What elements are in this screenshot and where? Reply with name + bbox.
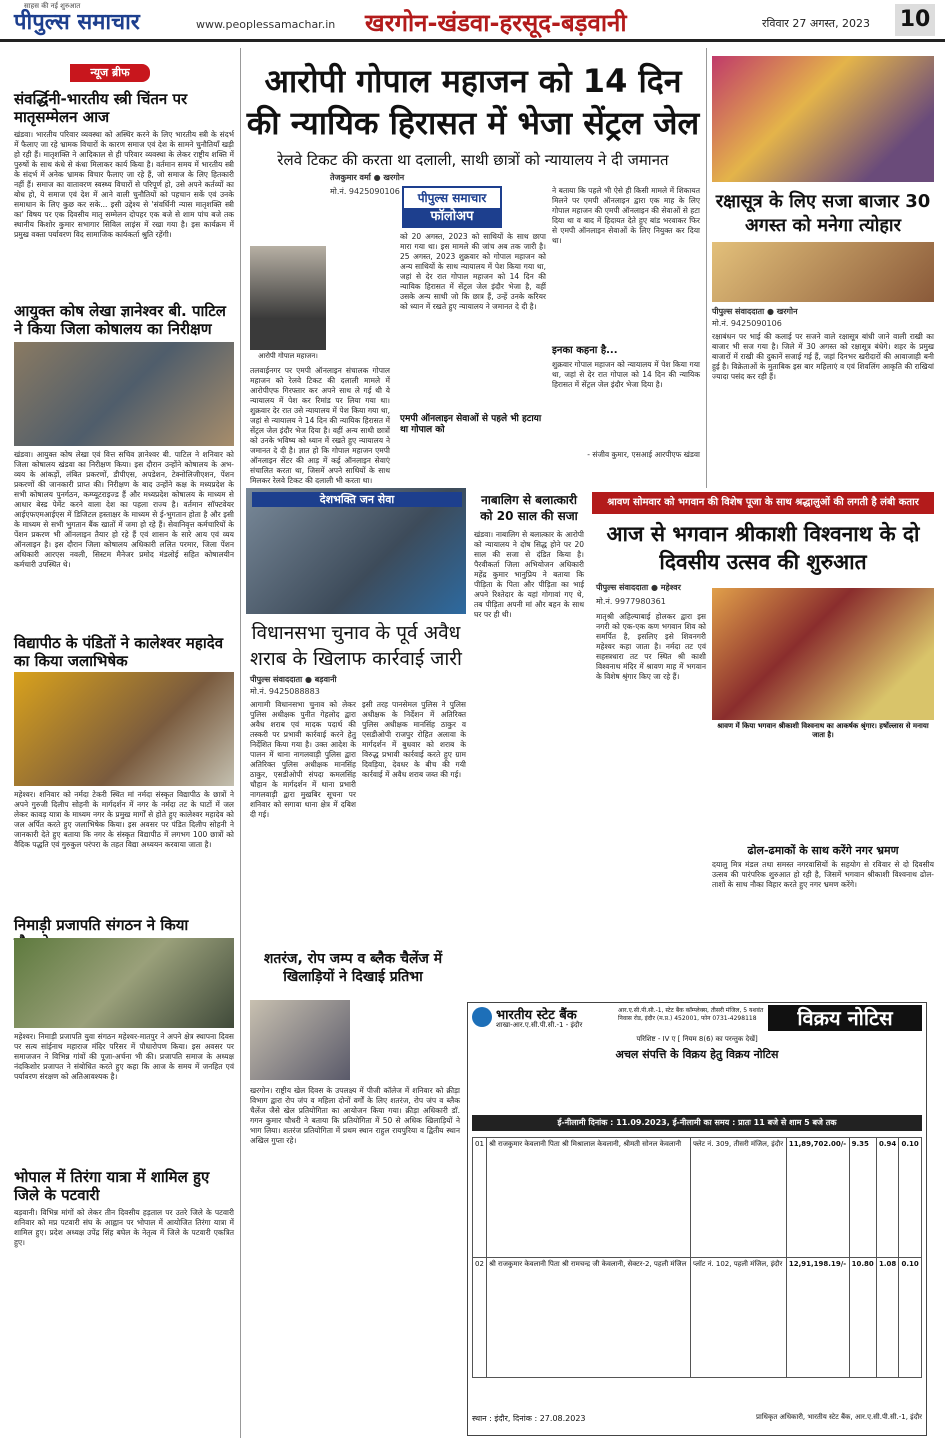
lead-col1-upper <box>336 232 392 362</box>
lead-headline[interactable]: आरोपी गोपाल महाजन को 14 दिन की न्यायिक हिरासत में भेजा सेंट्रल जेल <box>246 62 700 142</box>
auction-table <box>472 1137 922 1378</box>
liquor-byline: पीपुल्स संवाददाता ● बड़वानी <box>250 675 337 684</box>
emd-amount: 0.94 <box>877 1138 899 1258</box>
reserve-price: 9.35 <box>849 1138 876 1258</box>
temple-kicker: श्रावण सोमवार को भगवान की विशेष पूजा के साथ श्रद्धालुओं की लगती है लंबी कतार <box>592 492 934 514</box>
newspaper-logo[interactable]: पीपुल्स समाचार <box>14 9 140 35</box>
lead-col1-text: तलवाईनगर पर एमपी ऑनलाइन संचालक गोपाल महाजन को रेलवे टिकट की दलाली मामले में आरोपीएफ गिरफ्तार कर अपने साथ ले गई थी ये न्यायालय में पेश कर रिमांड पर लिया गया था। शुक्रवार देर रात उसे न्यायालय में पेश किया गया था, जहां से न्यायालय ने 14 दिन की न्यायिक हिरासत में सेंट्रल जेल इंदौर भेज दिया है। वहीं अन्य साथी छात्रों को उनके भविष्य को ध्यान में रखते हुए न्यायालय ने जमानत दे दी है। ज्ञात हो कि गोपाल महाजन एमपी ऑनलाइन सेंटर की आड़ में कई ऑनलाइन सेवाएं संचालित करता था, जिसमें अपने साथियों के साथ मिलकर रेलवे टिकट की दलाली भी करता था। <box>250 366 390 485</box>
row-number: 01 <box>473 1138 487 1258</box>
bank-notice-title: अचल संपत्ति के विक्रय हेतु विक्रय नोटिस <box>615 1048 779 1061</box>
brief-body-5: बड़वानी। विभिन्न मांगों को लेकर तीन दिवसीय हड़ताल पर उतरे जिले के पटवारी शनिवार को मप्र पटवारी संघ के आह्वान पर भोपाल में आयोजित तिरंगा यात्रा में शामिल हुए। प्रदेश अध्यक्ष उपेंद्र सिंह बघेल के नेतृत्व में जिले के पटवारी एकत्रित हुए। <box>14 1208 234 1247</box>
lead-col3: ने बताया कि पहले भी ऐसे ही किसी मामले में शिकायत मिलने पर एमपी ऑनलाइन द्वारा एक माह के लिए गोपाल महाजन की एमपी ऑनलाइन की सेवाओं से हटा दिया था व बाद में हिदायत देते हुए बांड भरवाकर फिर से एमपी ऑनलाइन सेवाओं के लिए नियुक्त कर दिया था। <box>552 186 700 245</box>
bid-increment: 0.10 <box>899 1258 922 1378</box>
temple-mobile: मो.नं. 9977980361 <box>596 597 666 606</box>
brief-body-3: महेश्वर। शनिवार को नर्मदा टेकरी स्थित मां नर्मदा संस्कृत विद्यापीठ के छात्रों ने अपने गुरुजी दिलीप सोहनी के मार्गदर्शन में नगर के नर्मदा तट के घाटों में जल लेकर कावड़ यात्रा के माध्यम नगर के प्रमुख मार्गों से होते हुए कालेश्वर महादेव को जल अर्पित करते हुए जलाभिषेक किया। इस अवसर पर पंडित दिलीप सोहनी ने जानकारी देते हुए बताया कि नगर के संस्कृत विद्यापीठ में लगभग 100 छात्रों को वैदिक पद्धति एवं गुरुकुल परंपरा के तहत विद्या अध्ययन करवाया जाता है। <box>14 790 234 849</box>
brief-headline-2[interactable]: आयुक्त कोष लेखा ज्ञानेश्वर बी. पाटिल ने किया जिला कोषालय का निरीक्षण <box>14 302 226 338</box>
sports-body: खरगोन। राष्ट्रीय खेल दिवस के उपलक्ष्य में पीजी कॉलेज में शनिवार को क्रीड़ा विभाग द्वारा रोप जंप व महिला दोनों वर्गों के लिए शतरंज, रोप जंप व ब्लैक चैलेंज जैसे खेल प्रतियोगिता का आयोजन किया गया। क्रीड़ा अधिकारी डॉ. गगन कुमार चौधरी ने बताया कि प्रतियोगिता में 50 से अधिक खिलाड़ियों ने भाग लिया। शतरंज प्रतियोगिता में प्रथम स्थान राहुल रायपुरिया व द्वितीय स्थान अखिल गुप्ता रहे। <box>250 1086 460 1145</box>
rakhi-market-photo <box>712 56 934 182</box>
brief-body-1: खंडवा। भारतीय परिवार व्यवस्था को अस्थिर करने के लिए भारतीय स्त्री के संदर्भ में फैलाए जा रहे भ्रामक विचारों के कारण समाज एवं देश के सामने चुनौतियाँ खड़ी हो रही हैं। मातृशक्ति ने आदिकाल से ही परिवार व्यवस्था के लेकर राष्ट्रीय शक्ति में पुरुषों के साथ कंधे से कंधा मिलाकर कार्य किया है। वर्तमान समय में भारतीय स्त्री के संदर्भ में अनेक भ्रामक विचार फैलाए जा रहे हैं, जो समाज के लिए हितकारी नहीं हैं। समाज का वातावरण स्वस्थ्य विचारों से परिपूर्ण हो, उसे अपने कर्तव्यों का बोध हो, ये समाज एवं देश में आने वाली चुनौतियों को पहचान सकें एवं उनके समाधान के लिए कुछ कर सके... इसी उद्देश्य से 'संवर्धिनी न्यास मातृशक्ति स्त्री का' विषय पर एक दिवसीय मातृ सम्मेलन दोपहर एक बजे से शाम पांच बजे तक स्थानीय किशोर कुमार सभागार सिविल लाइंस में रखा गया है। इस कार्यक्रम में प्रमुख वक्ता पर्यावरण विद सामाजिक कार्यकर्ता श्रुति रहेंगी। <box>14 130 234 239</box>
bank-appendix: परिशिष्ट - IV ए [ नियम 8(6) का परन्तुक देखें] <box>636 1035 758 1043</box>
rakhi-headline[interactable]: रक्षासूत्र के लिए सजा बाजार 30 अगस्त को मनेगा त्योहार <box>715 191 931 236</box>
brief-body-4: महेश्वर। निमाड़ी प्रजापति युवा संगठन महेश्वर-मातपुर ने अपने क्षेत्र स्थापना दिवस पर सत्य सांईनाथ महाराज मंदिर परिसर में पौधारोपण किया। इस अवसर पर समाजजन ने विभिन्न गांवों की पूजा-अर्चना भी की। प्रजापति समाज के अध्यक्ष नंदकिशोर प्रजापत ने संबोधित करते हुए कहा कि आज के समय में जनहित एवं पर्यावरण संरक्षण को अतिआवश्यक है। <box>14 1032 234 1081</box>
temple-subhead: ढोल-ढमाकों के साथ करेंगे नगर भ्रमण <box>747 844 899 857</box>
sale-notice-title: विक्रय नोटिस <box>768 1005 922 1031</box>
issue-date: रविवार 27 अगस्त, 2023 <box>762 17 871 30</box>
edition-title: खरगोन-खंडवा-हरसूद-बड़वानी <box>365 9 627 37</box>
bank-place-date: स्थान : इंदौर, दिनांक : 27.08.2023 <box>472 1414 586 1423</box>
auction-row <box>473 1138 922 1258</box>
lead-subhead-1: एमपी ऑनलाइन सेवाओं से पहले भी हटाया था गोपाल को <box>400 414 542 435</box>
rakhi-byline: पीपुल्स संवाददाता ● खरगोन <box>712 307 798 316</box>
bank-logo-icon <box>472 1007 492 1027</box>
lead-col2: को 20 अगस्त, 2023 को साथियों के साथ छापा मारा गया था। इस मामले की जांच अब तक जारी है। 25 अगस्त, 2023 शुक्रवार को गोपाल महाजन को अन्य साथियों के साथ न्यायालय में पेश किया गया था, जहां से देर रात गोपाल महाजन को 14 दिन की न्यायिक हिरासत में सेंट्रल जेल इंदौर भेजा है, वहीं उसके अन्य साथी जो कि छात्र हैं, उन्हें उनके करियर को ध्यान में रखते हुए न्यायालय ने जमानत दे दी है। <box>400 232 546 311</box>
plantation-photo <box>14 938 234 1028</box>
bank-name: भारतीय स्टेट बैंक <box>496 1008 577 1023</box>
bank-sale-notice <box>467 1002 927 1436</box>
auction-row <box>473 1258 922 1378</box>
accused-photo-caption: आरोपी गोपाल महाजन। <box>258 352 318 360</box>
temple-headline[interactable]: आज से भगवान श्रीकाशी विश्वनाथ के दो दिवसीय उत्सव की शुरुआत <box>606 522 920 574</box>
site-url[interactable]: www.peoplessamachar.in <box>196 18 336 31</box>
property-details: फ्लेट नं. 309, तीसरी मंजिल, इंदौर <box>690 1138 786 1258</box>
brief-headline-5[interactable]: भोपाल में तिरंगा यात्रा में शामिल हुए जिले के पटवारी <box>14 1168 210 1204</box>
bank-branch: शाखा-आर.ए.सी.पी.सी.-1 - इंदौर <box>496 1021 583 1029</box>
shivling-photo <box>712 588 934 720</box>
rakhi-mobile: मो.नं. 9425090106 <box>712 319 782 328</box>
news-brief-label: न्यूज ब्रीफ <box>70 64 150 82</box>
chess-photo <box>250 1000 350 1080</box>
temple-byline: पीपुल्स संवाददाता ● महेश्वर <box>596 583 681 592</box>
lead-quote-attribution: - संजीव कुमार, एसआई आरपीएफ खंडवा <box>587 450 700 459</box>
treasury-inspection-photo <box>14 342 234 446</box>
brief-headline-3[interactable]: विद्यापीठ के पंडितों ने कालेश्वर महादेव का किया जलाभिषेक <box>14 634 224 670</box>
borrower-name: श्री राजकुमार केवलानी पिता श्री मिश्रालाल केवलानी, श्रीमती सोनल केवलानी <box>487 1138 691 1258</box>
emd-amount: 1.08 <box>877 1258 899 1378</box>
minor-body: खंडवा। नाबालिग से बलात्कार के आरोपी को न्यायालय ने दोष सिद्ध होने पर 20 साल की सजा से दंडित किया है। पैरवीकर्ता जिला अभियोजन अधिकारी महेंद्र कुमार भानुप्रिय ने बताया कि पीड़िता के पिता और पीड़िता का भाई अपने रिश्तेदार के यहां गोगावां गए थे, तब पीड़िता अपनी मां और बहन के साथ घर पर ही थी। <box>474 530 584 619</box>
liquor-headline[interactable]: विधानसभा चुनाव के पूर्व अवैध शराब के खिलाफ कार्रवाई जारी <box>250 622 462 670</box>
followup-brand: पीपुल्स समाचार <box>404 188 500 208</box>
shivling-caption: श्रावण में किया भगवान श्रीकाशी विश्वनाथ का आकर्षक श्रृंगार। हर्षोल्लास से मनाया जाता है। <box>717 722 929 739</box>
sports-headline[interactable]: शतरंज, रोप जम्प व ब्लैक चैलेंज में खिलाड़ियों ने दिखाई प्रतिभा <box>263 951 443 985</box>
column-rule <box>706 48 707 488</box>
liquor-mobile: मो.नं. 9425088883 <box>250 687 320 696</box>
temple-body: मातृश्री अहिल्याबाई होलकर द्वारा इस नगरी को एक-एक कण भगवान शिव को समर्पित है, इसलिए इसे शिवनगरी महेश्वर कहा जाता है। नर्मदा तट एवं सहस्त्रधारा तट पर स्थित श्री काशी विश्वनाथ मंदिर में श्रावण माह में भगवान के विशेष श्रृंगार किए जा रहे हैं। <box>596 612 706 681</box>
bid-increment: 0.10 <box>899 1138 922 1258</box>
rakhi-body: रक्षाबंधन पर भाई की कलाई पर सजने वाले रक्षासूत्र बांधी जाने वाली राखी का बाजार भी सज गया है। जिले में 30 अगस्त को रक्षासूत्र बंधेगे। शहर के प्रमुख बाजारों में राखी की दुकानें सजाई गई हैं, जहां दिनभर खरीदारों की आवाजाही बनी हुई है। विक्रेताओं के मुताबिक इस बार महिलाएं व एवं शिवलिंग आकृति की राखियां ज्यादा पसंद कर रही हैं। <box>712 332 934 381</box>
lead-byline: तेजकुमार वर्मा ● खरगोन <box>330 173 405 182</box>
followup-badge <box>402 186 502 228</box>
rakhi-stall-photo <box>712 242 934 302</box>
row-number: 02 <box>473 1258 487 1378</box>
property-details: प्लॉट नं. 102, पहली मंजिल, इंदौर <box>690 1258 786 1378</box>
lead-quote: शुक्रवार गोपाल महाजन को न्यायालय में पेश किया गया था, जहां से देर रात गोपाल को 14 दिन की न्यायिक हिरासत में सेंट्रल जेल इंदौर भेजा दिया है। <box>552 360 700 389</box>
auction-date-bar: ई-नीलामी दिनांक : 11.09.2023, ई-नीलामी का समय : प्रातः 11 बजे से शाम 5 बजे तक <box>472 1115 922 1131</box>
outstanding-amount: 12,91,198.19/- <box>786 1258 849 1378</box>
lead-mobile: मो.नं. 9425090106 <box>330 187 400 196</box>
brief-headline-1[interactable]: संवर्द्धिनी-भारतीय स्त्री चिंतन पर मातृसम्मेलन आज <box>14 90 188 126</box>
followup-label: फॉलोअप <box>404 208 500 226</box>
bank-signatory: प्राधिकृत अधिकारी, भारतीय स्टेट बैंक, आर.ए.सी.पी.सी.-1, इंदौर <box>756 1413 922 1421</box>
brief-body-2: खंडवा। आयुक्त कोष लेखा एवं वित्त सचिव ज्ञानेश्वर बी. पाटिल ने शनिवार को जिला कोषालय खंडवा का निरीक्षण किया। इस दौरान उन्होंने कोषालय के अभ-व्यय के आंकड़ों, लंबित प्रकरणों, डीपीएस, अपडेशन, टेक्नोलिजीएशन, पेंशन प्रकरणों की जानकारी प्राप्त की। निरीक्षण के बाद उन्होंने कक्ष के मध्यप्रदेश के सभी कोषालय पुनर्गठन, कम्प्यूटराइज्ड हैं और मध्यप्रदेश कोषालय के माध्यम से आधार बेस्ड पेमेंट करने वाला देश का पहला राज्य है। वर्तमान सॉफ्टवेयर आईएफएमआईएस में डिजिटल हस्ताक्षर के माध्यम से ई-भुगतान होता है और इसी के माध्यम से सभी भुगतान बैंक खातों में जमा हो रहे हैं। सेवानिवृत्त कर्मचारियों के पेंशन प्रकरण भी ऑनलाइन तैयार हो रहे हैं एवं शासन के सारे आय एवं व्यय ऑनलाइन है। इस दौरान जिला कोषालय अधिकारी ललित परमार, जिला पेंशन अधिकारी आरएस नवली, सिस्टम मैनेजर प्रमोद मंडलोई सहित कोषालयीन कर्मचारी उपस्थित थे। <box>14 450 234 569</box>
borrower-name: श्री राजकुमार केवलानी पिता श्री रामचन्द्र जी केवलानी, सेक्टर-2, पहली मंजिल <box>487 1258 691 1378</box>
brief-headline-4[interactable]: निमाड़ी प्रजापति संगठन ने किया <box>14 916 189 934</box>
lead-subheadline: रेलवे टिकट की करता था दलाली, साथी छात्रों को न्यायालय ने दी जमानत <box>277 151 669 169</box>
minor-headline[interactable]: नाबालिग से बलात्कारी को 20 साल की सजा <box>480 493 578 523</box>
masthead <box>0 0 945 42</box>
jalabhishek-photo <box>14 672 234 786</box>
page-number: 10 <box>895 4 935 36</box>
bank-address: आर.ए.सी.पी.सी.-1, स्टेट बैंक कॉम्प्लेक्स, तीसरी मंजिल, 5 यशवंत निवास रोड, इंदौर (म.प्र.) 452001, फोन 0731-4298118 <box>618 1007 764 1022</box>
temple-body-2: दयालु मित्र मंडल तथा समस्त नगरवासियों के सहयोग से रविवार से दो दिवसीय उत्सव की पारंपरिक शुरुआत हो रही है, जिसमें भगवान श्रीकाशी विश्वनाथ ढोल-ताशों के साथ नौका विहार करते हुए नगर भ्रमण करेंगे। <box>712 860 934 889</box>
liquor-body-col1: आगामी विधानसभा चुनाव को लेकर पुलिस अधीक्षक पुनीत गेहलोद द्वारा अवैध शराब एवं मादक पदार्थ की तस्करी पर प्रभावी कार्रवाई करने हेतु निर्देशित किया गया है। उक्त आदेश के पालन में थाना नागलवाड़ी पुलिस द्वारा अतिरिक्त पुलिस अधीक्षक मानसिंह ठाकुर, एसडीओपी संपदा कमलसिंह चौहान के मार्गदर्शन में थाना प्रभारी नागलवाड़ी द्वारा मुखबिर सूचना पर शनिवार को सगावा थाना क्षेत्र में दबिश दी गई। <box>250 700 356 819</box>
outstanding-amount: 11,89,702.00/- <box>786 1138 849 1258</box>
police-banner: देशभक्ति जन सेवा <box>252 492 462 507</box>
column-rule <box>240 48 241 1438</box>
logo-tagline: साहस की नई शुरुआत <box>24 2 81 10</box>
liquor-body-col2: इसी तरह पानसेमल पुलिस ने पुलिस अधीक्षक के निर्देशन में अतिरिक्त पुलिस अधीक्षक मानसिंह ठाकुर व एसडीओपी राजपुर रोहित अलावा के मार्गदर्शन में बुधवार को शराब के विरुद्ध प्रभावी कार्रवाई करते हुए ग्राम दिवड़िया, देवधर के बीच की गयी कार्रवाई में अवैध शराब जब्त की गई। <box>362 700 466 779</box>
lead-subhead-2: इनका कहना है... <box>552 345 618 356</box>
reserve-price: 10.80 <box>849 1258 876 1378</box>
